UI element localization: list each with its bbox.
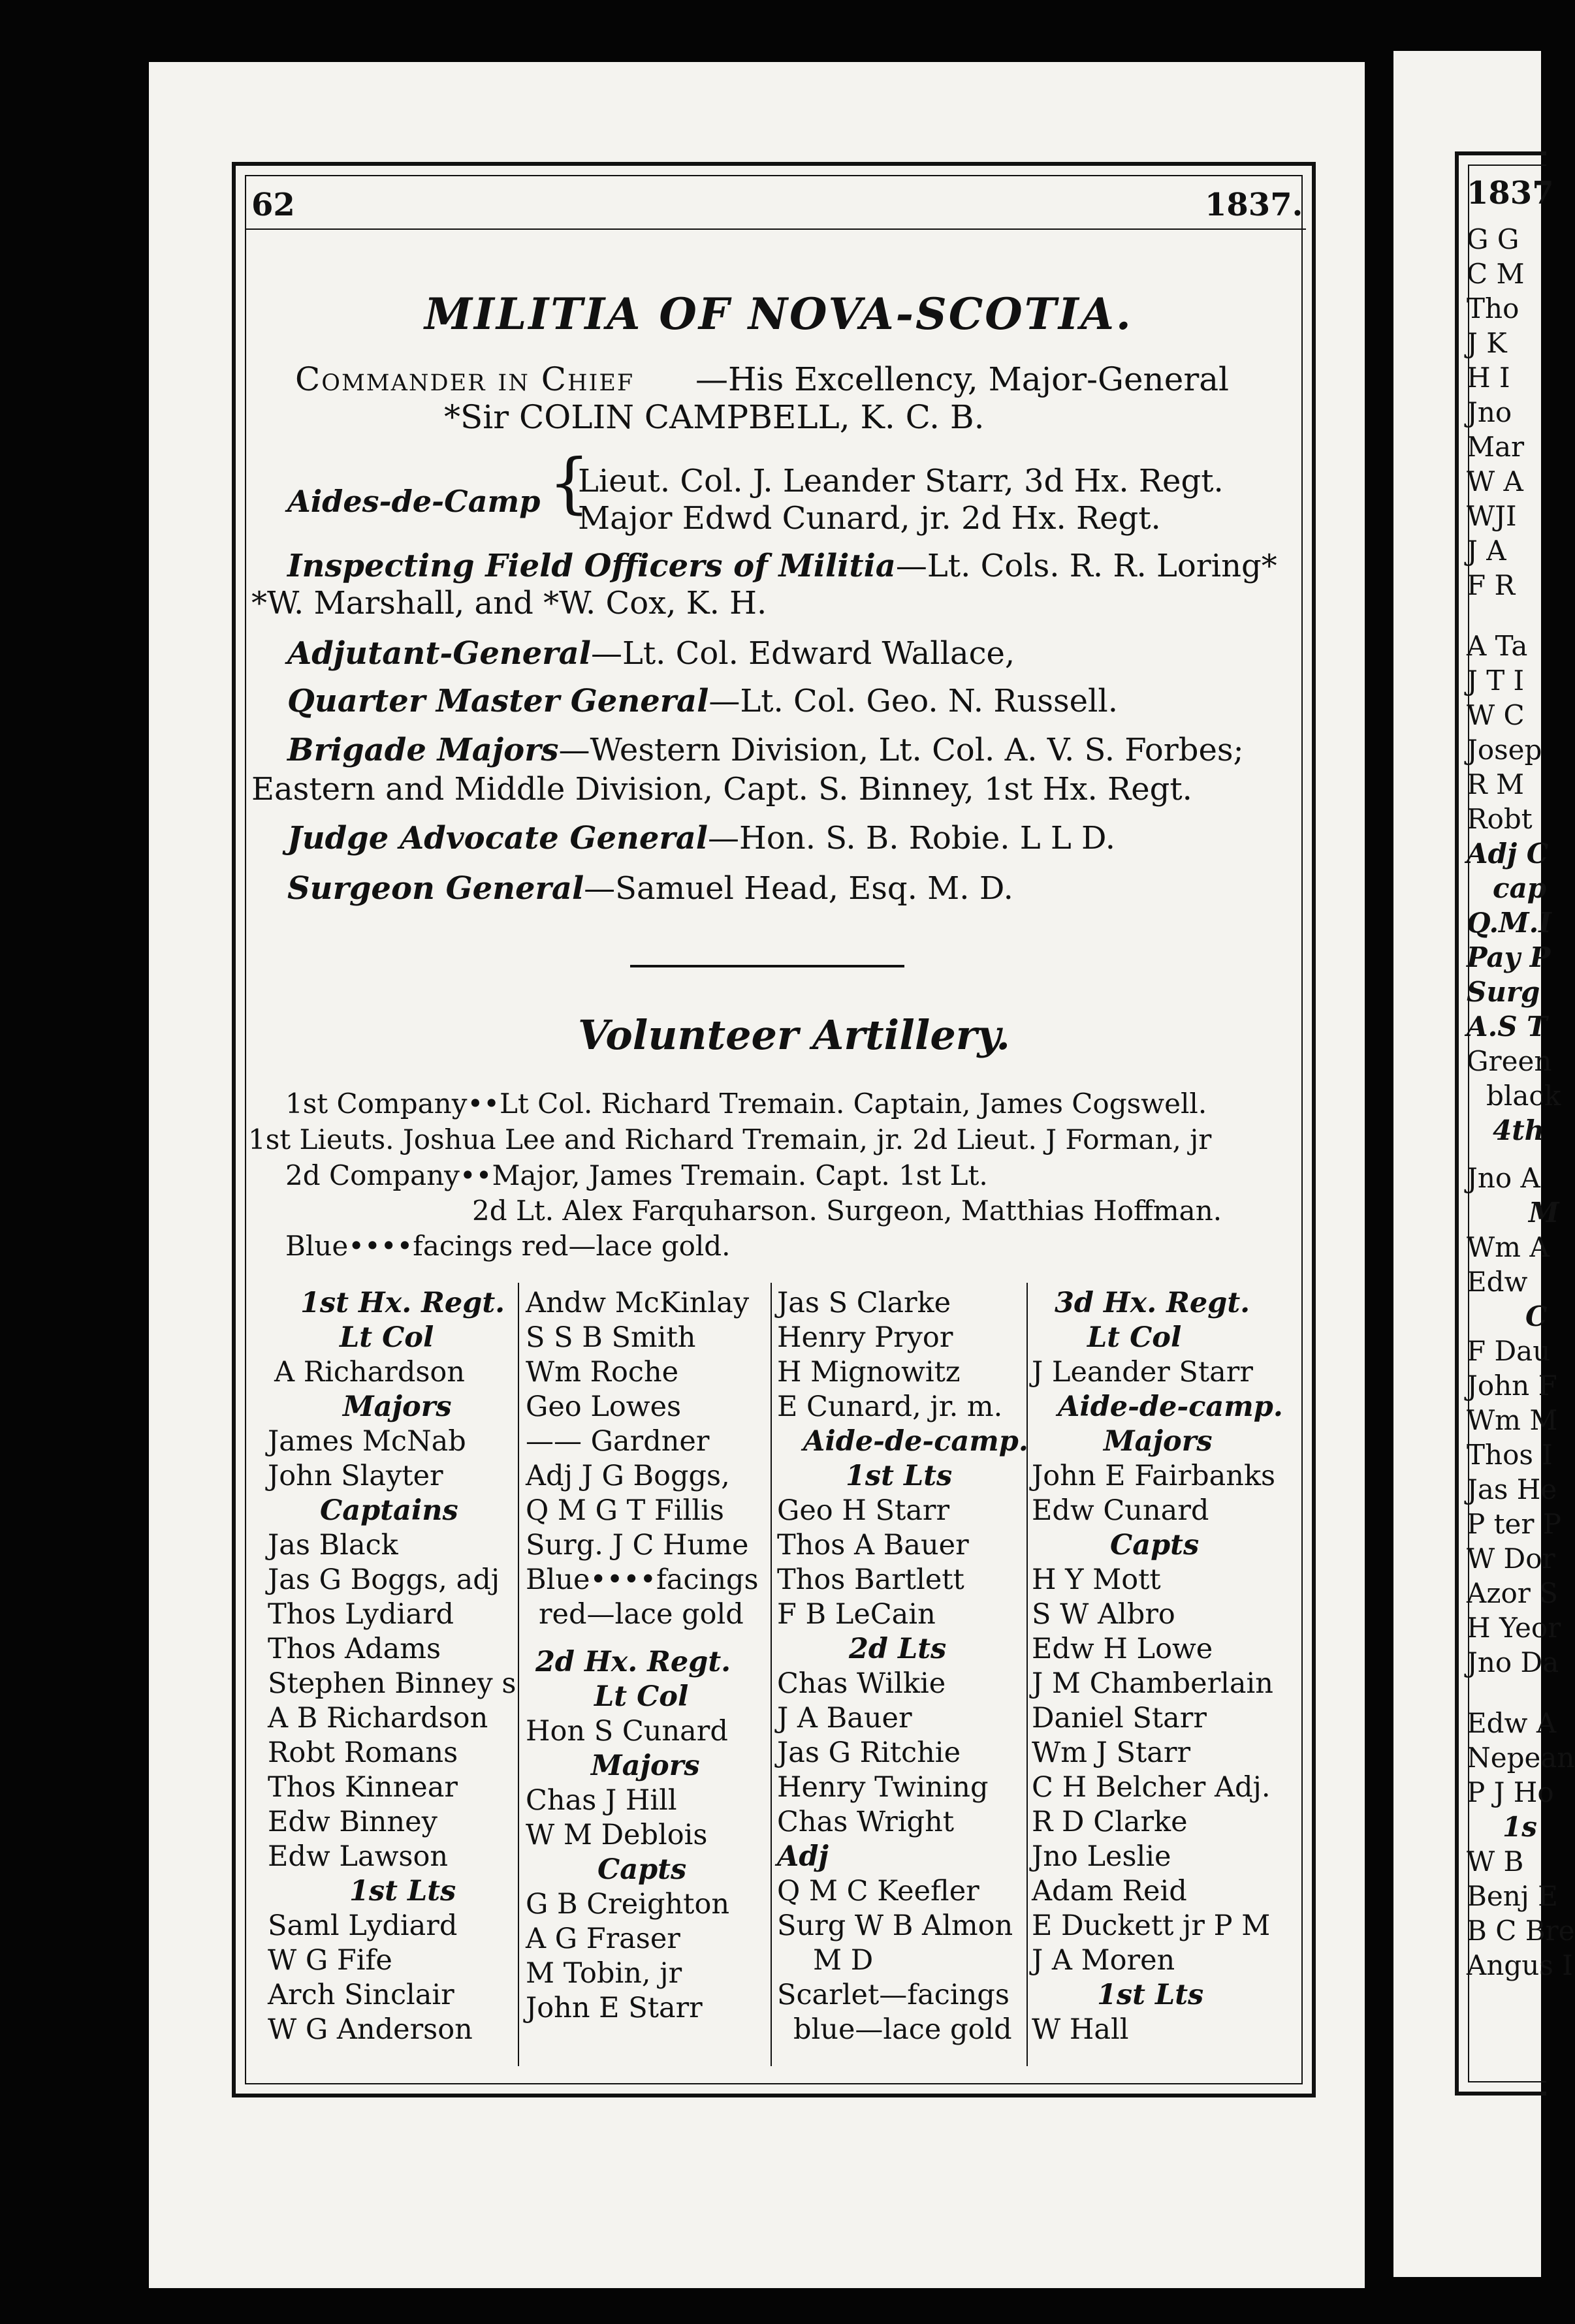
right-entry: H I — [1467, 362, 1510, 394]
artillery-line-2: 1st Lieuts. Joshua Lee and Richard Tremain, jr. 2d Lieut. J Forman, jr — [248, 1123, 1212, 1155]
col3-subheading: Adj — [777, 1840, 829, 1873]
right-entry: J T I — [1467, 665, 1525, 697]
right-page-year: 1837 — [1467, 175, 1554, 212]
right-entry: F R — [1467, 569, 1516, 601]
column-rule-1 — [518, 1283, 519, 2066]
right-entry: Wm M — [1467, 1404, 1558, 1436]
right-entry: Adj C — [1467, 838, 1549, 870]
right-entry: F Dau — [1467, 1335, 1551, 1367]
right-entry: Tho — [1467, 292, 1519, 324]
right-entry: Edw — [1467, 1266, 1528, 1298]
col4-entry: J Leander Starr — [1032, 1356, 1253, 1389]
right-entry: A Ta — [1467, 630, 1528, 662]
col4-entry: John E Fairbanks — [1032, 1460, 1276, 1492]
col3-entry: F B LeCain — [777, 1598, 936, 1631]
right-entry: Mar — [1467, 431, 1525, 463]
col1-entry: Thos Kinnear — [268, 1771, 458, 1804]
right-entry: W B — [1467, 1845, 1524, 1877]
col2-entry: John E Starr — [526, 1992, 703, 2024]
right-entry: W C — [1467, 699, 1525, 731]
right-spacer — [1467, 603, 1540, 629]
right-entry: J K — [1467, 327, 1507, 359]
col4-entry: Jno Leslie — [1032, 1840, 1171, 1873]
col2-subheading: Majors — [591, 1750, 700, 1782]
col4-entry: C H Belcher Adj. — [1032, 1771, 1271, 1804]
right-entry: Wm A — [1467, 1231, 1550, 1263]
right-entry: C M — [1467, 258, 1525, 290]
col1-entry: Jas Black — [268, 1529, 398, 1562]
right-entry: Edw A — [1467, 1707, 1557, 1739]
col3-subheading: Aide-de-camp. — [803, 1425, 1028, 1458]
roster-column-1 — [268, 1286, 516, 2047]
right-entry: J A — [1467, 535, 1506, 567]
brigade-majors-line2: Eastern and Middle Division, Capt. S. Binney, 1st Hx. Regt. — [251, 771, 1192, 808]
col1-entry: Stephen Binney s — [268, 1667, 517, 1700]
right-entry: Jas He — [1467, 1473, 1557, 1505]
col4-entry: Daniel Starr — [1032, 1702, 1207, 1735]
right-entry: John F — [1467, 1370, 1557, 1402]
col2-subheading: Lt Col — [594, 1680, 689, 1713]
right-entry: Benj E — [1467, 1880, 1558, 1912]
right-entry: C — [1525, 1300, 1548, 1332]
col4-entry: W Hall — [1032, 2013, 1129, 2046]
commander-label: Commander in Chief — [295, 360, 635, 398]
roster-column-4 — [1032, 1286, 1306, 2047]
right-entry: Q.M.I — [1467, 907, 1551, 939]
col2-entry: Andw McKinlay — [526, 1287, 750, 1319]
col4-entry: S W Albro — [1032, 1598, 1175, 1631]
col1-entry: John Slayter — [268, 1460, 443, 1492]
col3-entry: J A Bauer — [777, 1702, 912, 1735]
right-entry: Pay P — [1467, 941, 1551, 973]
col3-entry: Henry Pryor — [777, 1321, 953, 1354]
col2-entry: W M Deblois — [526, 1819, 708, 1851]
right-entry: Nepean — [1467, 1742, 1575, 1774]
col4-entry: J A Moren — [1032, 1944, 1175, 1977]
judge-advocate-line: Judge Advocate General—Hon. S. B. Robie. L L D. — [287, 820, 1116, 856]
aides-line2: Major Edwd Cunard, jr. 2d Hx. Regt. — [578, 500, 1161, 537]
col2-entry: S S B Smith — [526, 1321, 696, 1354]
col4-entry: H Y Mott — [1032, 1563, 1161, 1596]
section-divider — [630, 965, 904, 967]
col1-entry: Thos Lydiard — [268, 1598, 454, 1631]
right-entry: P J Ho — [1467, 1776, 1554, 1808]
col2-entry: M Tobin, jr — [526, 1957, 682, 1990]
col2-entry: Geo Lowes — [526, 1390, 682, 1423]
col2-entry: —— Gardner — [526, 1425, 710, 1458]
right-entry: A.S T — [1467, 1011, 1548, 1043]
col2-entry: Hon S Cunard — [526, 1715, 728, 1748]
right-entry: Jno Da — [1467, 1646, 1559, 1678]
col1-entry: Arch Sinclair — [268, 1979, 454, 2011]
col1-entry: A Richardson — [274, 1356, 465, 1389]
col3-entry: Surg W B Almon — [777, 1909, 1013, 1942]
right-entry: Green — [1467, 1045, 1552, 1077]
col4-entry: Edw H Lowe — [1032, 1633, 1213, 1665]
col3-entry: Q M C Keefler — [777, 1875, 979, 1908]
right-entry: Azor S — [1467, 1577, 1558, 1609]
col4-entry: Adam Reid — [1032, 1875, 1187, 1908]
quarter-master-line: Quarter Master General—Lt. Col. Geo. N. Russell. — [287, 683, 1118, 719]
col3-entry: Geo H Starr — [777, 1494, 950, 1527]
col3-entry: Henry Twining — [777, 1771, 989, 1804]
col1-entry: W G Anderson — [268, 2013, 473, 2046]
artillery-line-3: 2d Company••Major, James Tremain. Capt. 1st Lt. — [285, 1159, 988, 1191]
page-number: 62 — [251, 187, 295, 223]
page-year: 1837. — [1205, 187, 1303, 223]
col1-entry: A B Richardson — [268, 1702, 488, 1735]
right-entry: H Yeor — [1467, 1612, 1561, 1644]
surgeon-general-line: Surgeon General—Samuel Head, Esq. M. D. — [287, 870, 1013, 907]
col3-entry: M D — [813, 1944, 874, 1977]
col3-entry: Chas Wright — [777, 1806, 955, 1838]
col4-entry: J M Chamberlain — [1032, 1667, 1273, 1700]
col1-entry: Edw Lawson — [268, 1840, 449, 1873]
right-entry: B C Bre — [1467, 1915, 1575, 1947]
roster-column-3 — [777, 1286, 1028, 2047]
col3-entry: E Cunard, jr. m. — [777, 1390, 1003, 1423]
commander-line1: —His Excellency, Major-General — [695, 360, 1230, 398]
col3-entry: Jas G Ritchie — [777, 1736, 961, 1769]
right-entry: 1s — [1503, 1811, 1537, 1843]
col1-subheading: Lt Col — [340, 1321, 434, 1354]
col2-entry: G B Creighton — [526, 1888, 730, 1921]
col4-subheading: Capts — [1110, 1529, 1200, 1562]
column-rule-3 — [1026, 1283, 1028, 2066]
aides-brace: { — [549, 445, 590, 521]
right-entry: Thos I — [1467, 1439, 1553, 1471]
col3-entry: Chas Wilkie — [777, 1667, 946, 1700]
col4-entry: Edw Cunard — [1032, 1494, 1209, 1527]
col2-heading: 2d Hx. Regt. — [535, 1646, 731, 1678]
right-entry: black — [1486, 1080, 1561, 1112]
col1-entry: Saml Lydiard — [268, 1909, 458, 1942]
col1-entry: Thos Adams — [268, 1633, 441, 1665]
right-entry: Jno — [1467, 396, 1512, 428]
artillery-line-5: Blue••••facings red—lace gold. — [285, 1230, 731, 1262]
col1-entry: Jas G Boggs, adj — [268, 1563, 500, 1596]
col2-entry: Adj J G Boggs, — [526, 1460, 730, 1492]
col1-heading: 1st Hx. Regt. — [300, 1287, 505, 1319]
right-spacer — [1467, 1148, 1540, 1161]
right-entry: P ter P — [1467, 1508, 1562, 1540]
col2-entry: Chas J Hill — [526, 1784, 677, 1817]
col4-entry: R D Clarke — [1032, 1806, 1188, 1838]
right-entry: cap — [1493, 872, 1547, 904]
col2-entry: red—lace gold — [539, 1598, 744, 1631]
aides-label: Aides-de-Camp — [287, 484, 541, 519]
col1-entry: Robt Romans — [268, 1736, 458, 1769]
header-rule — [245, 228, 1306, 230]
col4-entry: Wm J Starr — [1032, 1736, 1191, 1769]
col4-subheading: 1st Lts — [1097, 1979, 1204, 2011]
col3-entry: Thos Bartlett — [777, 1563, 964, 1596]
page-title: MILITIA OF NOVA-SCOTIA. — [424, 289, 1133, 339]
right-entry: 4th — [1493, 1114, 1545, 1146]
adjutant-general-line: Adjutant-General—Lt. Col. Edward Wallace, — [287, 635, 1015, 672]
roster-column-2 — [526, 1286, 769, 2026]
brigade-majors-line: Brigade Majors—Western Division, Lt. Col. A. V. S. Forbes; — [287, 732, 1244, 768]
col3-entry: Scarlet—facings — [777, 1979, 1010, 2011]
col4-subheading: Aide-de-camp. — [1058, 1390, 1283, 1423]
col3-entry: Jas S Clarke — [777, 1287, 951, 1319]
col4-heading: 3d Hx. Regt. — [1055, 1287, 1250, 1319]
col1-entry: Edw Binney — [268, 1806, 438, 1838]
col1-subheading: Majors — [343, 1390, 452, 1423]
inspecting-officers-line: Inspecting Field Officers of Militia—Lt. Cols. R. R. Loring* — [287, 548, 1277, 584]
inspecting-officers-line2: *W. Marshall, and *W. Cox, K. H. — [251, 585, 767, 621]
col3-subheading: 2d Lts — [849, 1633, 947, 1665]
col2-spacer — [526, 1632, 769, 1645]
right-entry: WJI — [1467, 500, 1517, 532]
col4-subheading: Majors — [1104, 1425, 1213, 1458]
artillery-title: Volunteer Artillery. — [578, 1011, 1010, 1059]
right-entry: Robt — [1467, 803, 1533, 835]
col1-subheading: Captains — [320, 1494, 458, 1527]
commander-line2: *Sir COLIN CAMPBELL, K. C. B. — [444, 398, 985, 436]
right-page-column — [1467, 222, 1575, 1983]
right-entry: M — [1529, 1197, 1559, 1229]
artillery-line-4: 2d Lt. Alex Farquharson. Surgeon, Matthias Hoffman. — [472, 1195, 1222, 1227]
col2-entry: Wm Roche — [526, 1356, 679, 1389]
right-entry: W Dor — [1467, 1543, 1555, 1575]
col2-entry: Q M G T Fillis — [526, 1494, 724, 1527]
col1-entry: James McNab — [268, 1425, 466, 1458]
col4-entry: E Duckett jr P M — [1032, 1909, 1271, 1942]
right-entry: R M — [1467, 768, 1524, 800]
col2-subheading: Capts — [597, 1853, 687, 1886]
col2-entry: Surg. J C Hume — [526, 1529, 749, 1562]
col3-entry: Thos A Bauer — [777, 1529, 969, 1562]
artillery-line-1: 1st Company••Lt Col. Richard Tremain. Captain, James Cogswell. — [285, 1088, 1207, 1120]
col3-entry: blue—lace gold — [793, 2013, 1012, 2046]
col3-entry: H Mignowitz — [777, 1356, 961, 1389]
column-rule-2 — [771, 1283, 772, 2066]
right-entry: Surg — [1467, 976, 1540, 1008]
right-entry: Josep — [1467, 734, 1542, 766]
right-entry: W A — [1467, 465, 1523, 497]
col2-entry: Blue••••facings — [526, 1563, 759, 1596]
col3-subheading: 1st Lts — [846, 1460, 953, 1492]
col4-subheading: Lt Col — [1087, 1321, 1182, 1354]
col1-entry: W G Fife — [268, 1944, 392, 1977]
right-spacer — [1467, 1680, 1540, 1706]
col2-entry: A G Fraser — [526, 1923, 680, 1955]
right-entry: Angus I — [1467, 1949, 1573, 1981]
right-entry: Jno A — [1467, 1162, 1540, 1194]
col1-subheading: 1st Lts — [349, 1875, 456, 1908]
aides-line1: Lieut. Col. J. Leander Starr, 3d Hx. Regt. — [578, 463, 1224, 499]
right-entry: G G — [1467, 223, 1519, 255]
